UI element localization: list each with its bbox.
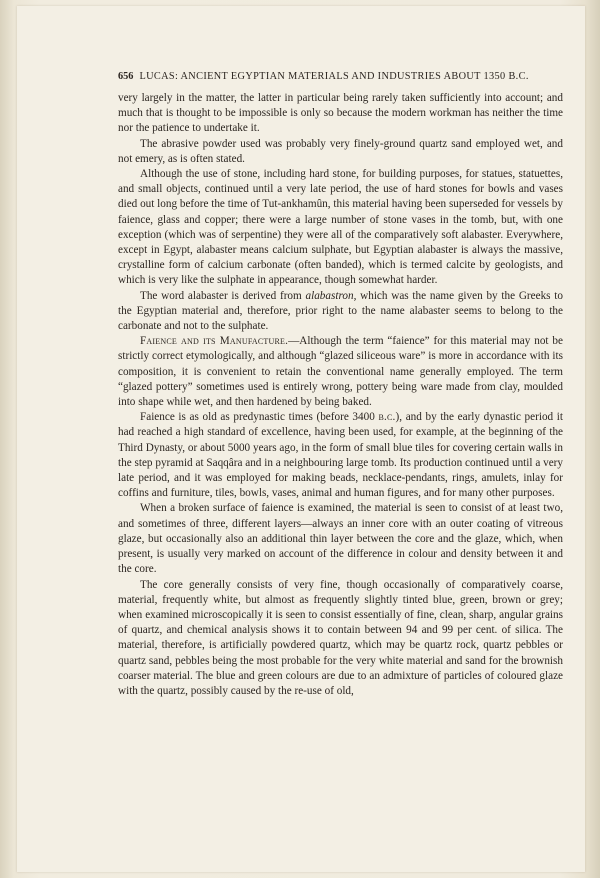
page-number: 656 — [118, 71, 134, 82]
alabastron-term: alabastron, — [305, 289, 357, 302]
paragraph-8: The core generally consists of very fine, though occasionally of comparatively coarse, material, frequently white, but almost as frequently slightly tinted blue, green, brown or grey; when examined microscopically it is seen to consist essentially of fine, clean, sharp, angular grains of quartz, and chemical analysis shows it to contain between 94 and 99 per cent. of silica. The material, therefore, is artificially powdered quartz, which may be quartz rock, quartz pebbles or quartz sand, pebbles being the most probable for the very white material and sand for the brownish coarser material. The blue and green colours are due to an admixture of particles of coloured glaze with the quartz, possibly caused by the re-use of old, — [118, 578, 563, 697]
paragraph-6-start: Faience is as old as predynastic times (before 3400 — [140, 411, 379, 424]
paragraph-4 — [118, 289, 563, 335]
paragraph-6-end: ), and by the early dynastic period it had reached a high standard of excellence, having been used, for example, at the beginning of the Third Dynasty, or about 5000 years ago, in the form of small blue tiles for covering certain walls in the step pyramid at Saqqâra and in a neighbouring large tomb. Its production continued until a very late period, and it was employed for making beads, necklace-pendants, rings, amulets, inlay for coffins and furniture, tiles, bowls, vases, animal and human figures, and for many other purposes. — [118, 411, 563, 500]
paragraph-1: very largely in the matter, the latter in particular being rarely taken sufficiently into account; and much that is thought to be impossible is only so because the modern workman has neither the time nor the patience to undertake it. — [118, 92, 563, 135]
paragraph-2: The abrasive powder used was probably very finely-ground quartz sand employed wet, and not emery, as is often stated. — [118, 137, 563, 165]
paragraph-4-end: which was the name given by the Greeks to the Egyptian material and, therefore, prior right to the name alabaster seems to belong to the carbonate and not to the sulphate. — [118, 289, 563, 333]
body-text — [118, 91, 563, 699]
paragraph-4-start: The word alabaster is derived from — [140, 289, 306, 302]
paragraph-5-text: —Although the term “faience” for this material may not be strictly correct etymologically, and although “glazed siliceous ware” is more in accordance with its composition, it is convenient to retain the conventional name generally employed. The term “glazed pottery” sometimes used is entirely wrong, pottery being ware made from clay, moulded into shape while wet, and then hardened by being baked. — [118, 335, 563, 409]
paragraph-5 — [118, 334, 563, 410]
running-header — [118, 71, 578, 82]
section-heading-faience: Faience and its Manufacture. — [140, 335, 289, 348]
running-title: LUCAS: ANCIENT EGYPTIAN MATERIALS AND INDUSTRIES ABOUT 1350 B.C. — [139, 71, 529, 82]
paragraph-3: Although the use of stone, including hard stone, for building purposes, for statues, statuettes, and small objects, continued until a very late period, the use of hard stones for bowls and vases died out long before the time of Tut-ankhamûn, this material having been superseded for vessels by faience, glass and copper; there were a large number of stone vases in the tomb, but, with one exception (which was of serpentine) they were all of the comparatively soft alabaster. Everywhere, except in Egypt, alabaster means calcium sulphate, but Egyptian alabaster is always the massive, crystalline form of calcium carbonate (often banded), which is termed calcite by geologists, and which is very like the sulphate in appearance, though somewhat harder. — [118, 168, 563, 287]
paragraph-6 — [118, 410, 563, 501]
bc-abbrev: b.c. — [378, 411, 396, 424]
paragraph-7: When a broken surface of faience is examined, the material is seen to consist of at least two, and sometimes of three, different layers—always an inner core with an outer coating of vitreous glaze, but occasionally also an additional thin layer between the core and the glaze, which, when present, is usually very marked on account of the difference in colour and density between it and the core. — [118, 502, 563, 576]
